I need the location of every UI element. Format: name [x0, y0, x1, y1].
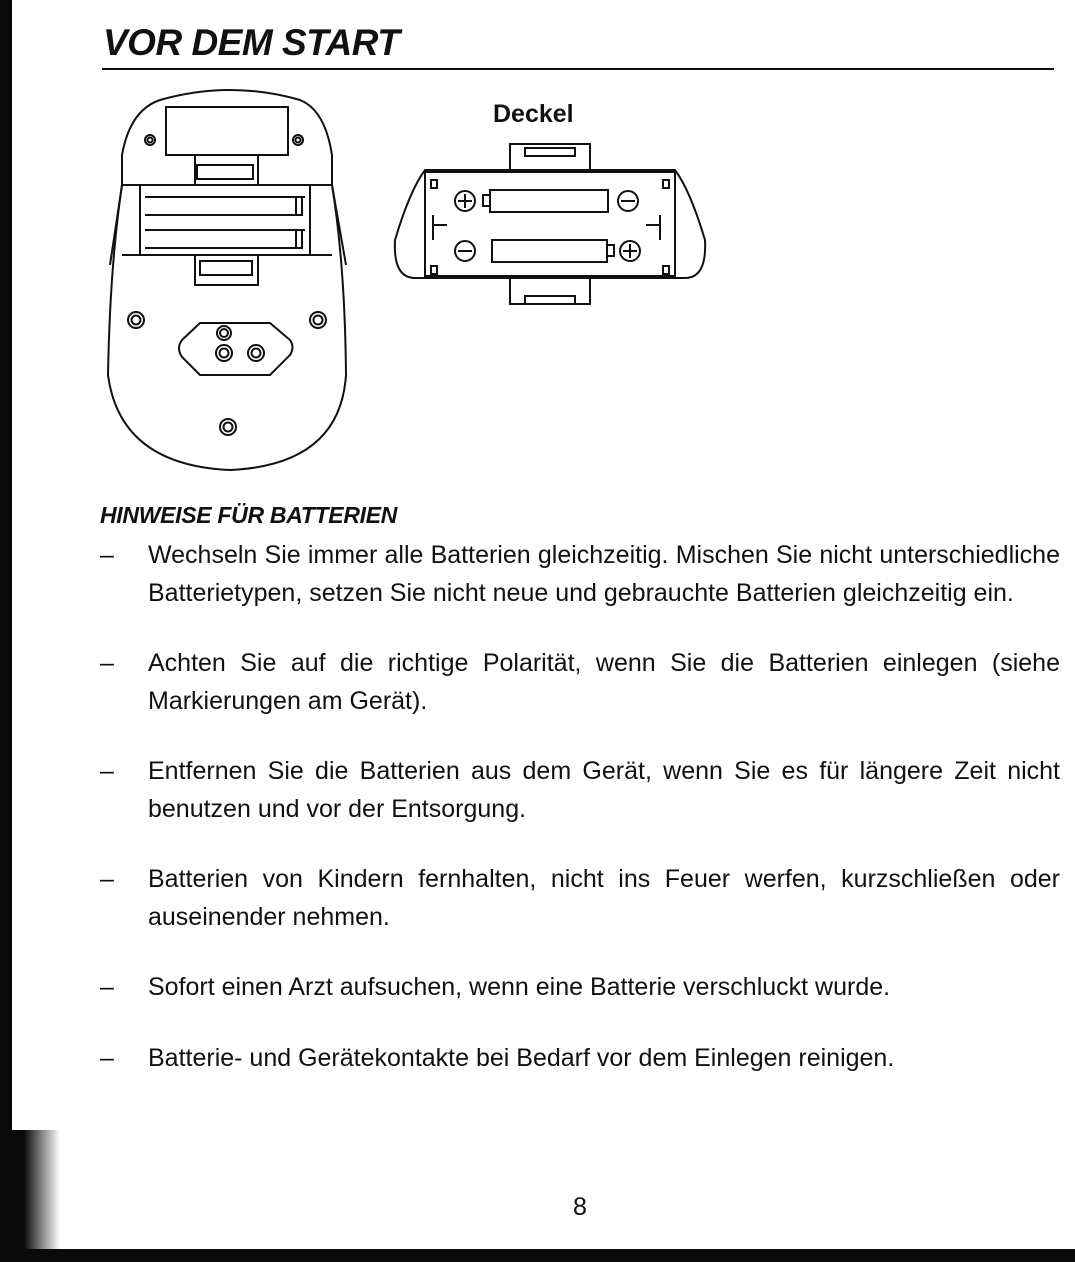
- tip-text: Wechseln Sie immer alle Batterien gleichzeitig. Mischen Sie nicht unterschiedliche Batterietypen, setzen Sie nicht neue und gebrauchte Batterien gleichzeitig ein.: [148, 541, 1060, 607]
- scan-edge-shadow: [0, 1130, 60, 1262]
- screw-icon: [220, 419, 236, 435]
- title-divider: [102, 68, 1054, 70]
- list-item: [100, 1040, 1060, 1078]
- tip-text: Batterie- und Gerätekontakte bei Bedarf vor dem Einlegen reinigen.: [148, 1043, 895, 1072]
- page-title: VOR DEM START: [103, 22, 400, 63]
- list-dash: –: [100, 757, 114, 785]
- battery-cover-illustration: [385, 100, 715, 320]
- page-number: 8: [573, 1193, 587, 1221]
- battery-compartment-illustration: [100, 85, 360, 475]
- cover-tab-bottom: [510, 278, 590, 304]
- device-housing: [108, 90, 346, 470]
- list-item: [100, 969, 1060, 1007]
- tip-text: Sofort einen Arzt aufsuchen, wenn eine Batterie verschluckt wurde.: [148, 973, 891, 1001]
- list-item: [100, 645, 1060, 720]
- list-item: [100, 753, 1060, 828]
- cover-label: Deckel: [493, 100, 574, 128]
- list-dash: –: [100, 973, 114, 1001]
- battery-contact: [296, 230, 302, 248]
- battery-top: [490, 190, 608, 212]
- battery-contact: [296, 197, 302, 215]
- tip-text: Batterien von Kindern fernhalten, nicht ins Feuer werfen, kurzschließen oder auseinender nehmen.: [148, 865, 1060, 931]
- socket-plate: [179, 323, 293, 375]
- battery-compartment: [140, 185, 310, 255]
- scan-edge-left: [0, 0, 12, 1262]
- list-dash: –: [100, 649, 114, 677]
- list-dash: –: [100, 865, 114, 893]
- device-top-slot: [166, 107, 288, 155]
- scan-edge-bottom: [0, 1249, 1075, 1262]
- tip-text: Achten Sie auf die richtige Polarität, wenn Sie die Batterien einlegen (siehe Markierungen am Gerät).: [148, 649, 1060, 715]
- battery-tips-list: [100, 537, 1060, 1077]
- screw-icon: [310, 312, 326, 328]
- list-dash: –: [100, 1043, 114, 1072]
- socket-pin: [248, 345, 264, 361]
- battery-bottom: [492, 240, 607, 262]
- list-item: [100, 861, 1060, 936]
- battery-notes-heading: HINWEISE FÜR BATTERIEN: [100, 502, 398, 528]
- list-dash: –: [100, 541, 114, 569]
- screw-icon: [128, 312, 144, 328]
- socket-pin: [216, 345, 232, 361]
- list-item: [100, 537, 1060, 612]
- tip-text: Entfernen Sie die Batterien aus dem Gerät, wenn Sie es für längere Zeit nicht benutzen und vor der Entsorgung.: [148, 757, 1060, 823]
